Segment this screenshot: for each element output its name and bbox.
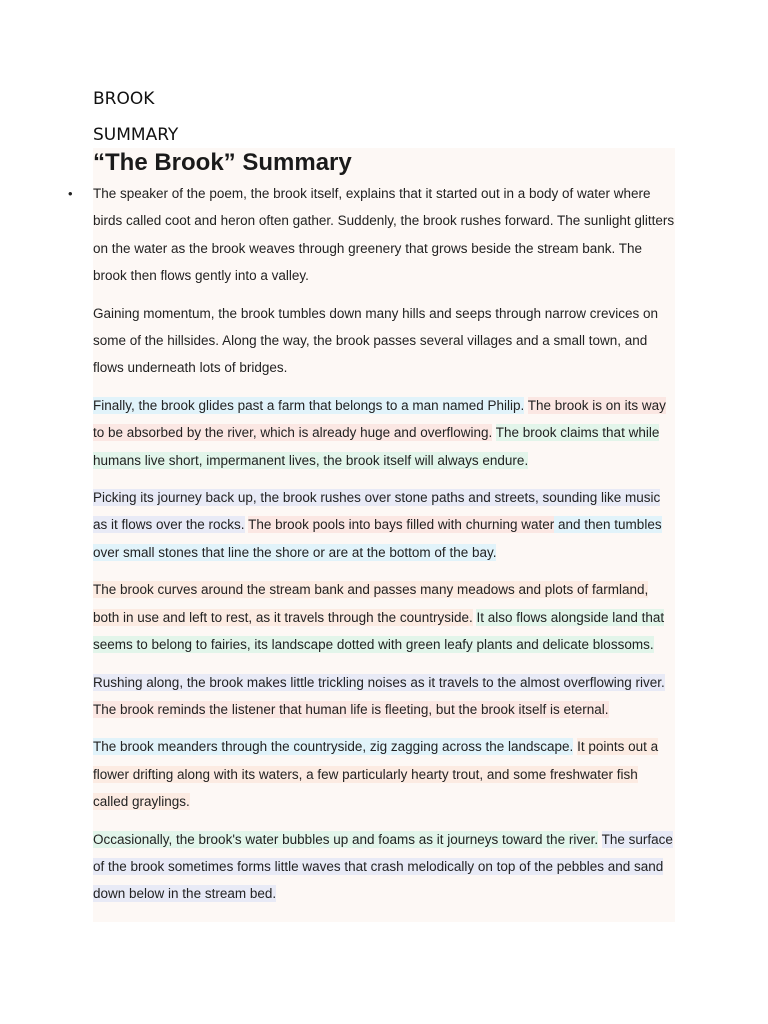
bullet-marker: • xyxy=(68,186,73,201)
summary-paragraph xyxy=(93,669,675,724)
summary-paragraph xyxy=(93,733,675,815)
sentence-text: Gaining momentum, the brook tumbles down many hills and seeps through narrow crevices on some of the hillsides. Along the way, the brook passes several villages and a small town, and flows underneath lots of bridges. xyxy=(93,305,659,376)
summary-paragraph xyxy=(93,300,675,382)
document-label-summary: SUMMARY xyxy=(93,125,179,145)
highlighted-sentence: Finally, the brook glides past a farm that belongs to a man named Philip. xyxy=(93,397,525,413)
summary-paragraph xyxy=(93,484,675,566)
highlighted-sentence: The brook meanders through the countryside, zig zagging across the landscape. xyxy=(93,739,574,755)
highlighted-sentence: Rushing along, the brook makes little trickling noises as it travels to the almost overflowing river. xyxy=(93,674,665,690)
highlighted-sentence: The brook curves around the stream bank and passes many meadows and plots of farmland, both in use and left to rest, as it travels through the countryside. xyxy=(93,582,649,625)
summary-paragraph xyxy=(93,576,675,658)
summary-paragraph xyxy=(93,392,675,474)
sentence-text: The speaker of the poem, the brook itself, explains that it started out in a body of water where birds called coot and heron often gather. Suddenly, the brook rushes forward. The sunlight glitters on the water as the brook weaves through greenery that grows beside the stream bank. The brook then flows gently into a valley. xyxy=(93,186,675,284)
article-title: “The Brook” Summary xyxy=(93,149,352,176)
document-page xyxy=(68,88,675,922)
highlighted-sentence: The brook pools into bays filled with churning water xyxy=(248,517,555,533)
summary-paragraph xyxy=(93,826,675,908)
highlighted-sentence: Picking its journey back up, the brook rushes over stone paths and streets, sounding like music as it flows over the rocks. xyxy=(93,490,661,533)
highlighted-sentence: It also flows alongside land that seems to belong to fairies, its landscape dotted with green leafy plants and delicate blossoms. xyxy=(93,609,665,653)
summary-paragraph xyxy=(68,180,675,290)
highlighted-sentence: The brook claims that while humans live short, impermanent lives, the brook itself will always endure. xyxy=(93,425,660,468)
document-label-brook: BROOK xyxy=(93,89,155,109)
highlighted-sentence: The surface of the brook sometimes forms little waves that crash melodically on top of the pebbles and sand down below in the stream bed. xyxy=(93,831,673,902)
highlighted-sentence: The brook reminds the listener that human life is fleeting, but the brook itself is eternal. xyxy=(93,701,609,717)
highlighted-sentence: Occasionally, the brook's water bubbles up and foams as it journeys toward the river. xyxy=(93,831,599,847)
highlighted-sentence: It points out a flower drifting along with its waters, a few particularly hearty trout, and some freshwater fish called graylings. xyxy=(93,739,659,810)
highlighted-sentence: The brook is on its way to be absorbed by the river, which is already huge and overflowing. xyxy=(93,397,666,441)
paragraph-list xyxy=(68,180,675,908)
summary-article xyxy=(68,148,675,922)
highlighted-sentence: and then tumbles over small stones that line the shore or are at the bottom of the bay. xyxy=(93,517,662,560)
